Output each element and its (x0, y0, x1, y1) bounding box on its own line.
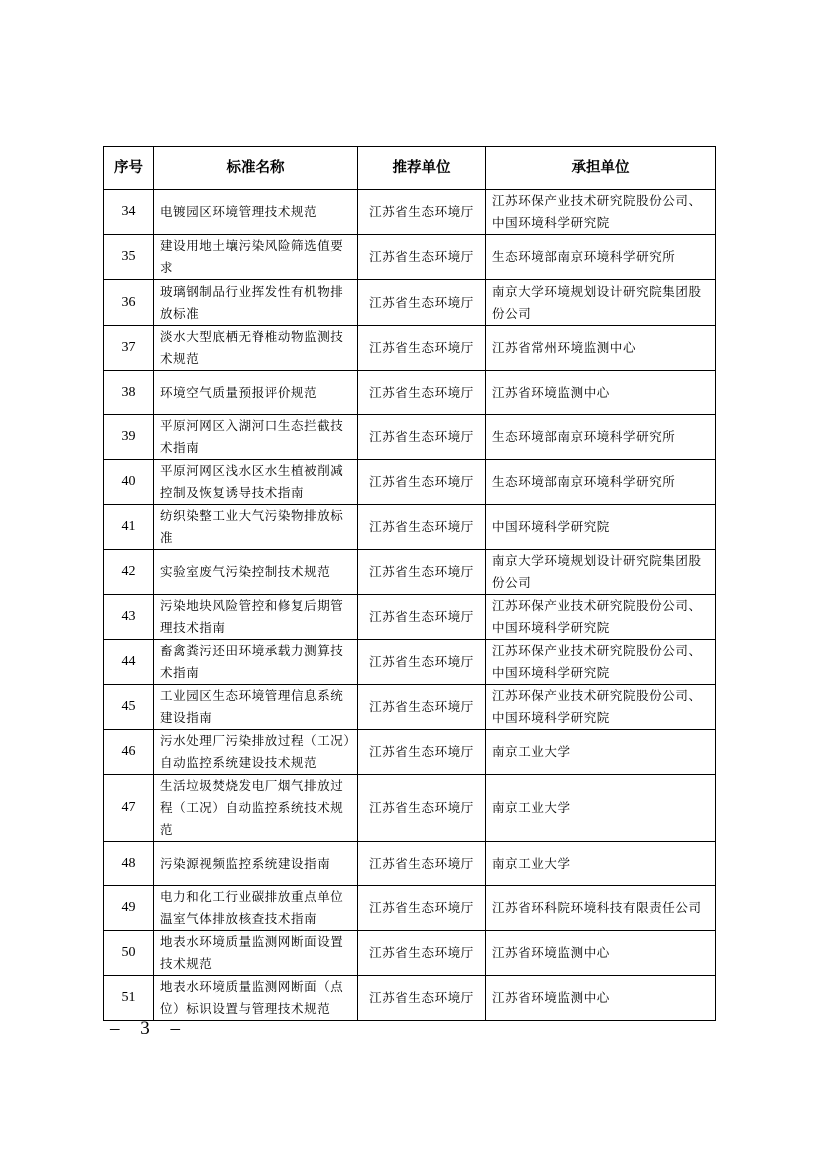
undertaking-unit: 生态环境部南京环境科学研究所 (486, 460, 716, 505)
row-number: 42 (104, 550, 154, 595)
standard-name: 污染地块风险管控和修复后期管理技术指南 (154, 595, 358, 640)
table-row (104, 685, 716, 730)
standard-name: 生活垃圾焚烧发电厂烟气排放过程（工况）自动监控系统技术规范 (154, 775, 358, 842)
recommending-unit: 江苏省生态环境厅 (358, 842, 486, 886)
row-number: 48 (104, 842, 154, 886)
row-number: 34 (104, 190, 154, 235)
table-row (104, 886, 716, 931)
standard-name: 工业园区生态环境管理信息系统建设指南 (154, 685, 358, 730)
page-number: – 3 – (110, 1018, 188, 1039)
standard-name: 畜禽粪污还田环境承载力测算技术指南 (154, 640, 358, 685)
undertaking-unit: 江苏省环境监测中心 (486, 931, 716, 976)
row-number: 50 (104, 931, 154, 976)
standard-name: 建设用地土壤污染风险筛选值要求 (154, 235, 358, 280)
undertaking-unit: 江苏环保产业技术研究院股份公司、中国环境科学研究院 (486, 685, 716, 730)
header-recommending-unit: 推荐单位 (358, 147, 486, 190)
standard-name: 纺织染整工业大气污染物排放标准 (154, 505, 358, 550)
recommending-unit: 江苏省生态环境厅 (358, 595, 486, 640)
table-row (104, 326, 716, 371)
row-number: 51 (104, 976, 154, 1021)
recommending-unit: 江苏省生态环境厅 (358, 190, 486, 235)
undertaking-unit: 南京工业大学 (486, 775, 716, 842)
table-row (104, 842, 716, 886)
recommending-unit: 江苏省生态环境厅 (358, 976, 486, 1021)
table-row (104, 235, 716, 280)
row-number: 38 (104, 371, 154, 415)
undertaking-unit: 江苏环保产业技术研究院股份公司、中国环境科学研究院 (486, 190, 716, 235)
table-row (104, 460, 716, 505)
recommending-unit: 江苏省生态环境厅 (358, 640, 486, 685)
undertaking-unit: 江苏省环境监测中心 (486, 371, 716, 415)
row-number: 35 (104, 235, 154, 280)
header-standard-name: 标准名称 (154, 147, 358, 190)
undertaking-unit: 江苏环保产业技术研究院股份公司、中国环境科学研究院 (486, 595, 716, 640)
standard-name: 污水处理厂污染排放过程（工况）自动监控系统建设技术规范 (154, 730, 358, 775)
table-row (104, 190, 716, 235)
recommending-unit: 江苏省生态环境厅 (358, 730, 486, 775)
table-row (104, 550, 716, 595)
standard-name: 电镀园区环境管理技术规范 (154, 190, 358, 235)
table-row (104, 730, 716, 775)
recommending-unit: 江苏省生态环境厅 (358, 505, 486, 550)
recommending-unit: 江苏省生态环境厅 (358, 886, 486, 931)
table-row (104, 976, 716, 1021)
table-row (104, 595, 716, 640)
row-number: 43 (104, 595, 154, 640)
undertaking-unit: 江苏省环科院环境科技有限责任公司 (486, 886, 716, 931)
undertaking-unit: 江苏环保产业技术研究院股份公司、中国环境科学研究院 (486, 640, 716, 685)
standard-name: 环境空气质量预报评价规范 (154, 371, 358, 415)
recommending-unit: 江苏省生态环境厅 (358, 931, 486, 976)
table-row (104, 640, 716, 685)
header-serial-number: 序号 (104, 147, 154, 190)
recommending-unit: 江苏省生态环境厅 (358, 326, 486, 371)
recommending-unit: 江苏省生态环境厅 (358, 280, 486, 326)
standard-name: 地表水环境质量监测网断面（点位）标识设置与管理技术规范 (154, 976, 358, 1021)
recommending-unit: 江苏省生态环境厅 (358, 460, 486, 505)
row-number: 47 (104, 775, 154, 842)
table-row (104, 280, 716, 326)
undertaking-unit: 南京工业大学 (486, 842, 716, 886)
recommending-unit: 江苏省生态环境厅 (358, 550, 486, 595)
row-number: 44 (104, 640, 154, 685)
undertaking-unit: 江苏省环境监测中心 (486, 976, 716, 1021)
table-row (104, 931, 716, 976)
row-number: 46 (104, 730, 154, 775)
header-undertaking-unit: 承担单位 (486, 147, 716, 190)
standard-name: 玻璃钢制品行业挥发性有机物排放标准 (154, 280, 358, 326)
row-number: 41 (104, 505, 154, 550)
table-row (104, 415, 716, 460)
standard-name: 淡水大型底栖无脊椎动物监测技术规范 (154, 326, 358, 371)
table-row (104, 505, 716, 550)
recommending-unit: 江苏省生态环境厅 (358, 371, 486, 415)
undertaking-unit: 南京大学环境规划设计研究院集团股份公司 (486, 280, 716, 326)
standard-name: 地表水环境质量监测网断面设置技术规范 (154, 931, 358, 976)
standard-name: 平原河网区入湖河口生态拦截技术指南 (154, 415, 358, 460)
row-number: 40 (104, 460, 154, 505)
recommending-unit: 江苏省生态环境厅 (358, 235, 486, 280)
undertaking-unit: 生态环境部南京环境科学研究所 (486, 235, 716, 280)
row-number: 45 (104, 685, 154, 730)
undertaking-unit: 南京工业大学 (486, 730, 716, 775)
standard-name: 实验室废气污染控制技术规范 (154, 550, 358, 595)
standard-name: 平原河网区浅水区水生植被削减控制及恢复诱导技术指南 (154, 460, 358, 505)
table-body (104, 190, 716, 1021)
standards-table (103, 146, 716, 1021)
row-number: 36 (104, 280, 154, 326)
table-row (104, 371, 716, 415)
table-header-row (104, 147, 716, 190)
table-row (104, 775, 716, 842)
recommending-unit: 江苏省生态环境厅 (358, 685, 486, 730)
undertaking-unit: 南京大学环境规划设计研究院集团股份公司 (486, 550, 716, 595)
undertaking-unit: 中国环境科学研究院 (486, 505, 716, 550)
recommending-unit: 江苏省生态环境厅 (358, 415, 486, 460)
row-number: 49 (104, 886, 154, 931)
undertaking-unit: 生态环境部南京环境科学研究所 (486, 415, 716, 460)
standard-name: 电力和化工行业碳排放重点单位温室气体排放核查技术指南 (154, 886, 358, 931)
recommending-unit: 江苏省生态环境厅 (358, 775, 486, 842)
undertaking-unit: 江苏省常州环境监测中心 (486, 326, 716, 371)
row-number: 39 (104, 415, 154, 460)
standard-name: 污染源视频监控系统建设指南 (154, 842, 358, 886)
row-number: 37 (104, 326, 154, 371)
